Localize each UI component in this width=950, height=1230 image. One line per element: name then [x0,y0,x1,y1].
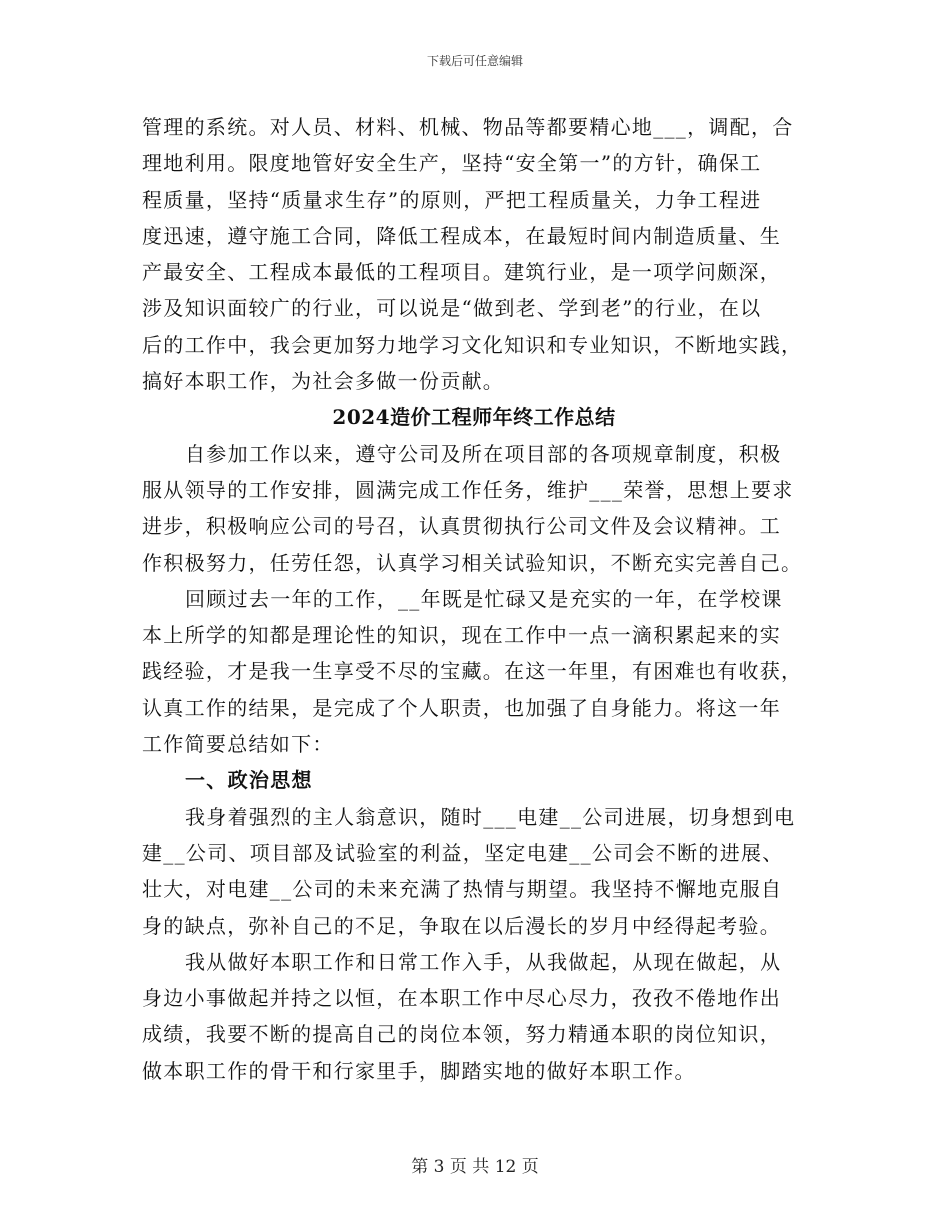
paragraph-line: 践经验，才是我一生享受不尽的宝藏。在这一年里，有困难也有收获， [142,659,803,684]
paragraph-line: 自参加工作以来，遵守公司及所在项目部的各项规章制度，积极 [185,441,782,466]
paragraph-line: 建__公司、项目部及试验室的利益，坚定电建__公司会不断的进展、 [142,840,784,865]
section-heading: 一、政治思想 [185,768,313,793]
paragraph-line: 身的缺点，弥补自己的不足，争取在以后漫长的岁月中经得起考验。 [142,913,781,938]
paragraph-line: 程质量，坚持“质量求生存”的原则，严把工程质量关，力争工程进 [142,187,762,212]
paragraph-line: 我从做好本职工作和日常工作入手，从我做起，从现在做起，从 [185,949,782,974]
paragraph-line: 理地利用。限度地管好安全生产，坚持“安全第一”的方针，确保工 [142,151,762,176]
paragraph-line: 作积极努力，任劳任怨，认真学习相关试验知识，不断充实完善自己。 [142,550,803,575]
paragraph-line: 度迅速，遵守施工合同，降低工程成本，在最短时间内制造质量、生 [142,223,781,248]
document-body [142,109,806,1089]
paragraph-line: 认真工作的结果，是完成了个人职责，也加强了自身能力。将这一年 [142,695,781,720]
paragraph-line: 管理的系统。对人员、材料、机械、物品等都要精心地___，调配，合 [142,115,794,139]
document-title: 2024造价工程师年终工作总结 [332,405,616,430]
paragraph-line: 进步，积极响应公司的号召，认真贯彻执行公司文件及会议精神。工 [142,514,781,539]
paragraph-line: 后的工作中，我会更加努力地学习文化知识和专业知识，不断地实践， [142,332,803,357]
paragraph-line: 涉及知识面较广的行业，可以说是“做到老、学到老”的行业，在以 [142,296,762,321]
paragraph-line: 服从领导的工作安排，圆满完成工作任务，维护___荣誉，思想上要求 [142,477,794,502]
paragraph-line: 壮大，对电建__公司的未来充满了热情与期望。我坚持不懈地克服自 [142,877,783,902]
paragraph-line: 搞好本职工作，为社会多做一份贡献。 [142,369,505,394]
paragraph-line: 我身着强烈的主人翁意识，随时___电建__公司进展，切身想到电 [185,804,796,829]
paragraph-line: 回顾过去一年的工作，__年既是忙碌又是充实的一年，在学校课 [185,586,783,611]
page-number: 第 3 页 共 12 页 [411,1157,539,1177]
paragraph-line: 产最安全、工程成本最低的工程项目。建筑行业，是一项学问颇深， [142,260,781,285]
paragraph-line: 工作简要总结如下： [142,732,334,757]
paragraph-line: 本上所学的知都是理论性的知识，现在工作中一点一滴积累起来的实 [142,623,781,648]
header-note: 下载后可任意编辑 [426,54,523,68]
paragraph-line: 做本职工作的骨干和行家里手，脚踏实地的做好本职工作。 [142,1058,696,1083]
paragraph-line: 成绩，我要不断的提高自己的岗位本领，努力精通本职的岗位知识， [142,1022,781,1047]
paragraph-line: 身边小事做起并持之以恒，在本职工作中尽心尽力，孜孜不倦地作出 [142,986,781,1011]
